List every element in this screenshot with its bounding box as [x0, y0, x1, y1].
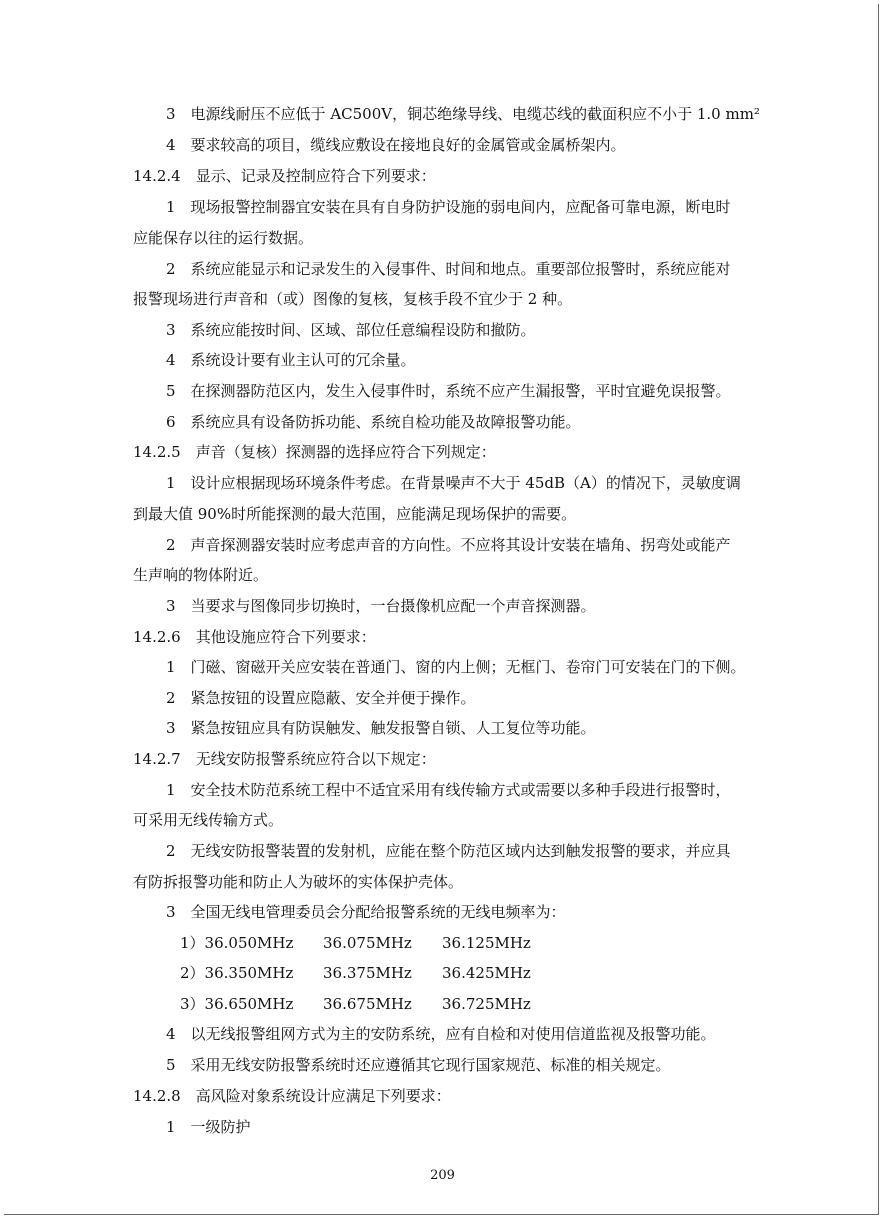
frequency-value: 1）36.050MHz: [180, 934, 294, 952]
frequency-value: 36.075MHz: [323, 934, 412, 952]
section-heading: 14.2.6 其他设施应符合下列要求：: [133, 628, 376, 646]
clause-text: 到最大值 90%时所能探测的最大范围，应能满足现场保护的需要。: [133, 505, 577, 523]
frequency-value: 36.725MHz: [442, 995, 531, 1013]
frequency-value: 2）36.350MHz: [180, 964, 294, 982]
clause-text: 3 电源线耐压不应低于 AC500V，铜芯绝缘导线、电缆芯线的截面积应不小于 1.0 mm²: [166, 105, 760, 123]
section-heading: 14.2.5 声音（复核）探测器的选择应符合下列规定：: [133, 443, 496, 461]
clause-text: 2 系统应能显示和记录发生的入侵事件、时间和地点。重要部位报警时，系统应能对: [166, 260, 731, 278]
section-heading: 14.2.4 显示、记录及控制应符合下列要求：: [133, 167, 436, 185]
frequency-value: 36.675MHz: [323, 995, 412, 1013]
frequency-value: 36.125MHz: [442, 934, 531, 952]
frequency-value: 36.375MHz: [323, 964, 412, 982]
clause-text: 5 采用无线安防报警系统时还应遵循其它现行国家规范、标准的相关规定。: [166, 1056, 671, 1074]
clause-text: 4 以无线报警组网方式为主的安防系统，应有自检和对使用信道监视及报警功能。: [166, 1025, 716, 1043]
clause-text: 1 安全技术防范系统工程中不适宜采用有线传输方式或需要以多种手段进行报警时，: [166, 781, 731, 799]
section-heading: 14.2.7 无线安防报警系统应符合以下规定：: [133, 750, 436, 768]
clause-text: 有防拆报警功能和防止人为破坏的实体保护壳体。: [133, 873, 464, 891]
clause-text: 2 紧急按钮的设置应隐蔽、安全并便于操作。: [166, 689, 476, 707]
clause-text: 1 一级防护: [166, 1118, 251, 1136]
clause-text: 3 当要求与图像同步切换时，一台摄像机应配一个声音探测器。: [166, 597, 596, 615]
frequency-value: 36.425MHz: [442, 964, 531, 982]
section-heading: 14.2.8 高风险对象系统设计应满足下列要求：: [133, 1087, 451, 1105]
clause-text: 1 门磁、窗磁开关应安装在普通门、窗的内上侧；无框门、卷帘门可安装在门的下侧。: [166, 658, 746, 676]
clause-text: 2 声音探测器安装时应考虑声音的方向性。不应将其设计安装在墙角、拐弯处或能产: [166, 536, 731, 554]
clause-text: 3 全国无线电管理委员会分配给报警系统的无线电频率为：: [166, 903, 566, 921]
clause-text: 应能保存以往的运行数据。: [133, 229, 314, 247]
clause-text: 1 设计应根据现场环境条件考虑。在背景噪声不大于 45dB（A）的情况下，灵敏度调: [166, 474, 741, 492]
page-number: 209: [430, 1168, 455, 1183]
clause-text: 5 在探测器防范区内，发生入侵事件时，系统不应产生漏报警，平时宜避免误报警。: [166, 382, 731, 400]
clause-text: 2 无线安防报警装置的发射机，应能在整个防范区域内达到触发报警的要求，并应具: [166, 842, 731, 860]
clause-text: 3 紧急按钮应具有防误触发、触发报警自锁、人工复位等功能。: [166, 719, 596, 737]
clause-text: 报警现场进行声音和（或）图像的复核，复核手段不宜少于 2 种。: [133, 290, 573, 308]
clause-text: 1 现场报警控制器宜安装在具有自身防护设施的弱电间内，应配备可靠电源，断电时: [166, 198, 731, 216]
clause-text: 生声响的物体附近。: [133, 566, 269, 584]
clause-text: 6 系统应具有设备防拆功能、系统自检功能及故障报警功能。: [166, 413, 581, 431]
clause-text: 4 要求较高的项目，缆线应敷设在接地良好的金属管或金属桥架内。: [166, 136, 626, 154]
clause-text: 3 系统应能按时间、区域、部位任意编程设防和撤防。: [166, 321, 536, 339]
clause-text: 4 系统设计要有业主认可的冗余量。: [166, 351, 416, 369]
frequency-value: 3）36.650MHz: [180, 995, 294, 1013]
clause-text: 可采用无线传输方式。: [133, 811, 284, 829]
